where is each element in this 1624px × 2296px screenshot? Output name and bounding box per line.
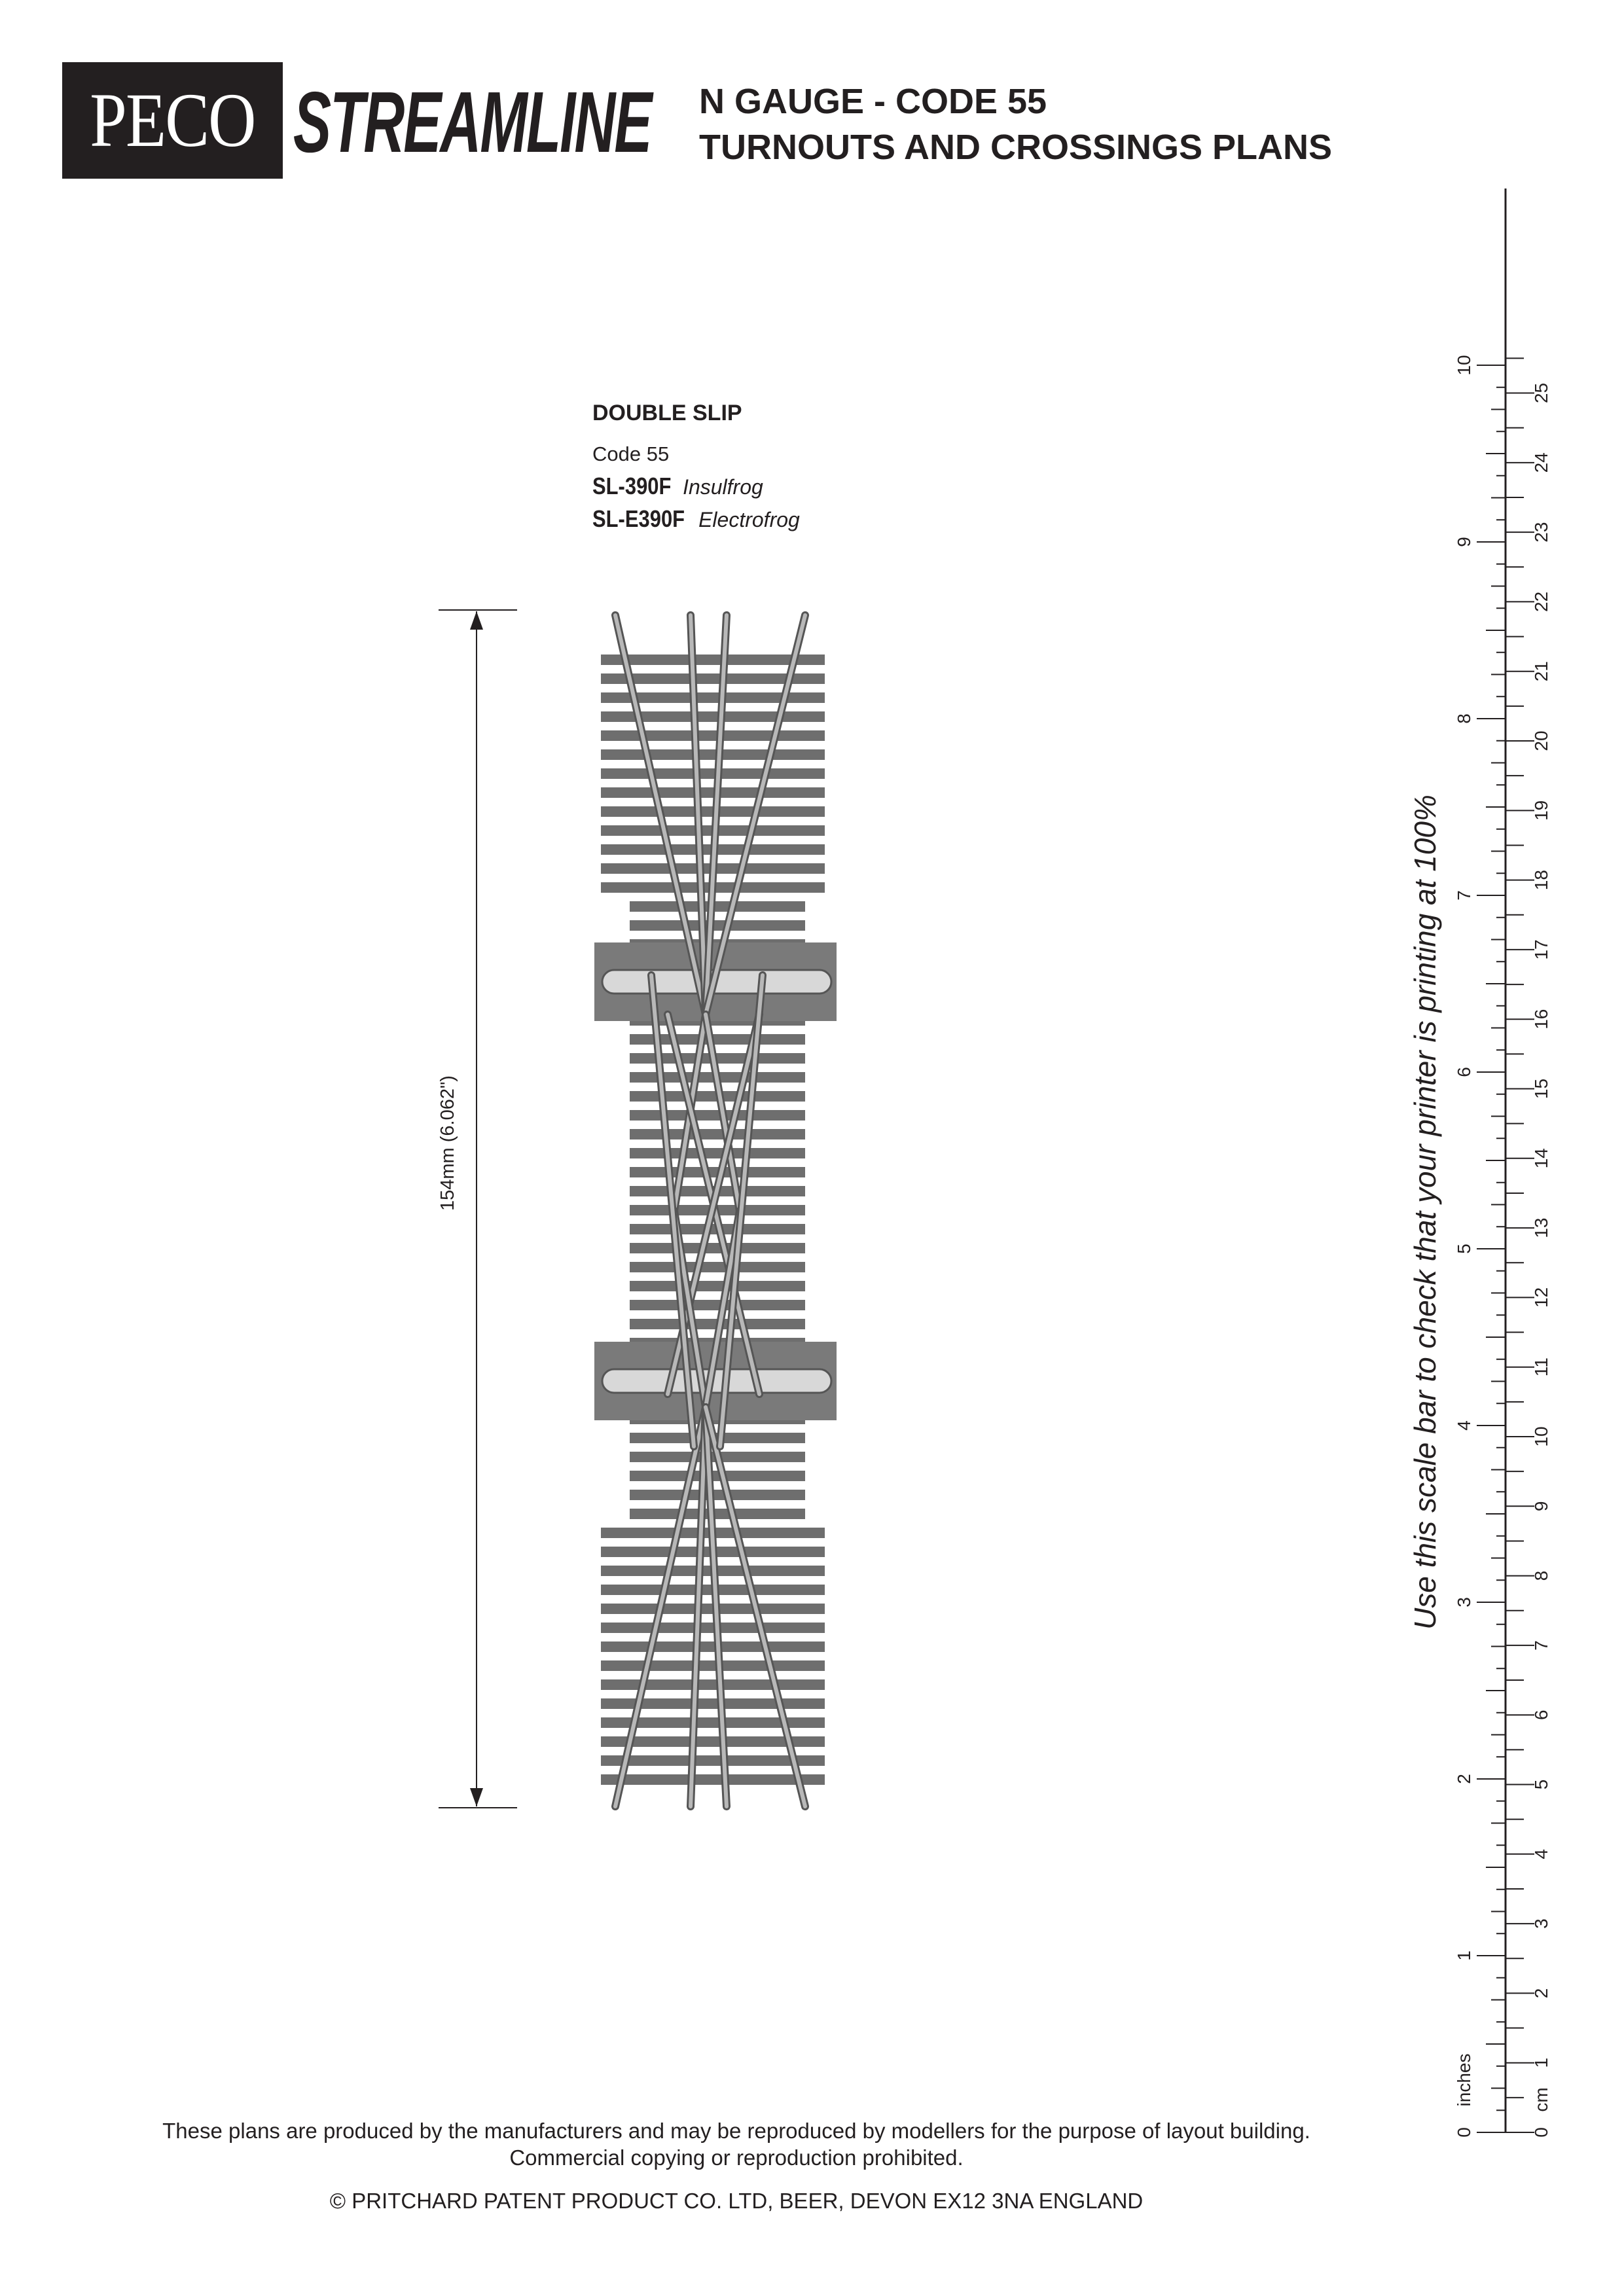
cm-label: 14 — [1531, 1148, 1551, 1169]
variant-electrofrog — [592, 505, 800, 533]
length-label: 154mm (6.062") — [437, 1075, 458, 1211]
page-title-line1: N GAUGE - CODE 55 — [699, 82, 1047, 121]
sleeper — [630, 1471, 805, 1481]
inch-label: 5 — [1454, 1244, 1474, 1254]
inch-label: 4 — [1454, 1420, 1474, 1431]
sleeper — [630, 1129, 805, 1139]
cm-label: 24 — [1531, 452, 1551, 473]
dimension-line — [432, 602, 524, 1820]
variant-frog: Electrofrog — [698, 508, 800, 531]
sleeper — [630, 920, 805, 931]
sleeper — [630, 1243, 805, 1253]
logo-peco: PECO — [90, 77, 255, 163]
variant-frog: Insulfrog — [683, 475, 763, 499]
cm-label: 3 — [1531, 1918, 1551, 1929]
product-name: DOUBLE SLIP — [592, 401, 742, 425]
cm-label: 9 — [1531, 1501, 1551, 1512]
cm-unit-label: cm — [1531, 2087, 1551, 2112]
inch-label: 7 — [1454, 890, 1474, 901]
sleeper — [630, 1262, 805, 1272]
cm-label: 2 — [1531, 1988, 1551, 1999]
product-code: Code 55 — [592, 442, 670, 465]
inch-label: 9 — [1454, 537, 1474, 547]
inch-label: 2 — [1454, 1774, 1474, 1784]
cm-label: 21 — [1531, 661, 1551, 682]
cm-label: 10 — [1531, 1426, 1551, 1447]
sleeper — [601, 1679, 825, 1690]
inch-label: 1 — [1454, 1950, 1474, 1961]
sleeper — [601, 1774, 825, 1785]
cm-label: 11 — [1531, 1357, 1551, 1377]
variant-code: SL-E390F — [592, 505, 685, 532]
inch-label: 8 — [1454, 713, 1474, 724]
inch-label: 3 — [1454, 1597, 1474, 1607]
sleeper — [630, 1509, 805, 1519]
sleeper — [630, 1110, 805, 1121]
inch-label: 10 — [1454, 355, 1474, 376]
cm-label: 8 — [1531, 1570, 1551, 1581]
sleeper — [601, 787, 825, 798]
sleeper — [601, 768, 825, 779]
sleeper — [601, 1623, 825, 1633]
page-title-line2: TURNOUTS AND CROSSINGS PLANS — [699, 128, 1333, 167]
sleeper — [630, 1281, 805, 1291]
cm-label: 6 — [1531, 1710, 1551, 1720]
sleeper — [601, 1641, 825, 1652]
footer-copyright: © PRITCHARD PATENT PRODUCT CO. LTD, BEER, DEVON EX12 3NA ENGLAND — [329, 2189, 1144, 2213]
cm-label: 1 — [1531, 2057, 1551, 2068]
inches-unit-label: inches — [1454, 2053, 1474, 2107]
footer-notice-2: Commercial copying or reproduction prohibited. — [509, 2145, 964, 2170]
sleeper — [630, 1300, 805, 1310]
sleeper — [601, 730, 825, 741]
inch-label: 0 — [1454, 2127, 1474, 2138]
cm-label: 22 — [1531, 591, 1551, 612]
logo-streamline: STREAMLINE — [293, 74, 651, 170]
footer-notice: These plans are produced by the manufacturers and may be reproduced by modellers for the purpose of layout building. — [162, 2119, 1310, 2143]
cm-label: 17 — [1531, 939, 1551, 960]
sleeper — [601, 1660, 825, 1671]
tie-bar — [602, 1369, 831, 1393]
double-slip-track-plan — [589, 609, 844, 1813]
sleeper — [630, 1148, 805, 1158]
cm-label: 20 — [1531, 730, 1551, 751]
cm-label: 7 — [1531, 1640, 1551, 1651]
sleeper — [630, 1490, 805, 1500]
cm-label: 12 — [1531, 1287, 1551, 1308]
cm-label: 25 — [1531, 382, 1551, 404]
scale-bar-note: Use this scale bar to check that your printer is printing at 100% — [1408, 795, 1442, 1630]
cm-label: 23 — [1531, 522, 1551, 543]
cm-label: 15 — [1531, 1078, 1551, 1100]
cm-label: 5 — [1531, 1779, 1551, 1790]
sleeper — [601, 749, 825, 760]
cm-label: 18 — [1531, 870, 1551, 891]
cm-label: 13 — [1531, 1217, 1551, 1238]
variant-insulfrog — [592, 473, 763, 500]
inch-label: 6 — [1454, 1067, 1474, 1077]
cm-label: 16 — [1531, 1009, 1551, 1030]
variant-code: SL-390F — [592, 473, 672, 499]
cm-label: 19 — [1531, 800, 1551, 821]
sleeper — [630, 901, 805, 912]
scale-bar — [1447, 170, 1597, 2147]
cm-label: 0 — [1531, 2127, 1551, 2138]
cm-label: 4 — [1531, 1849, 1551, 1859]
